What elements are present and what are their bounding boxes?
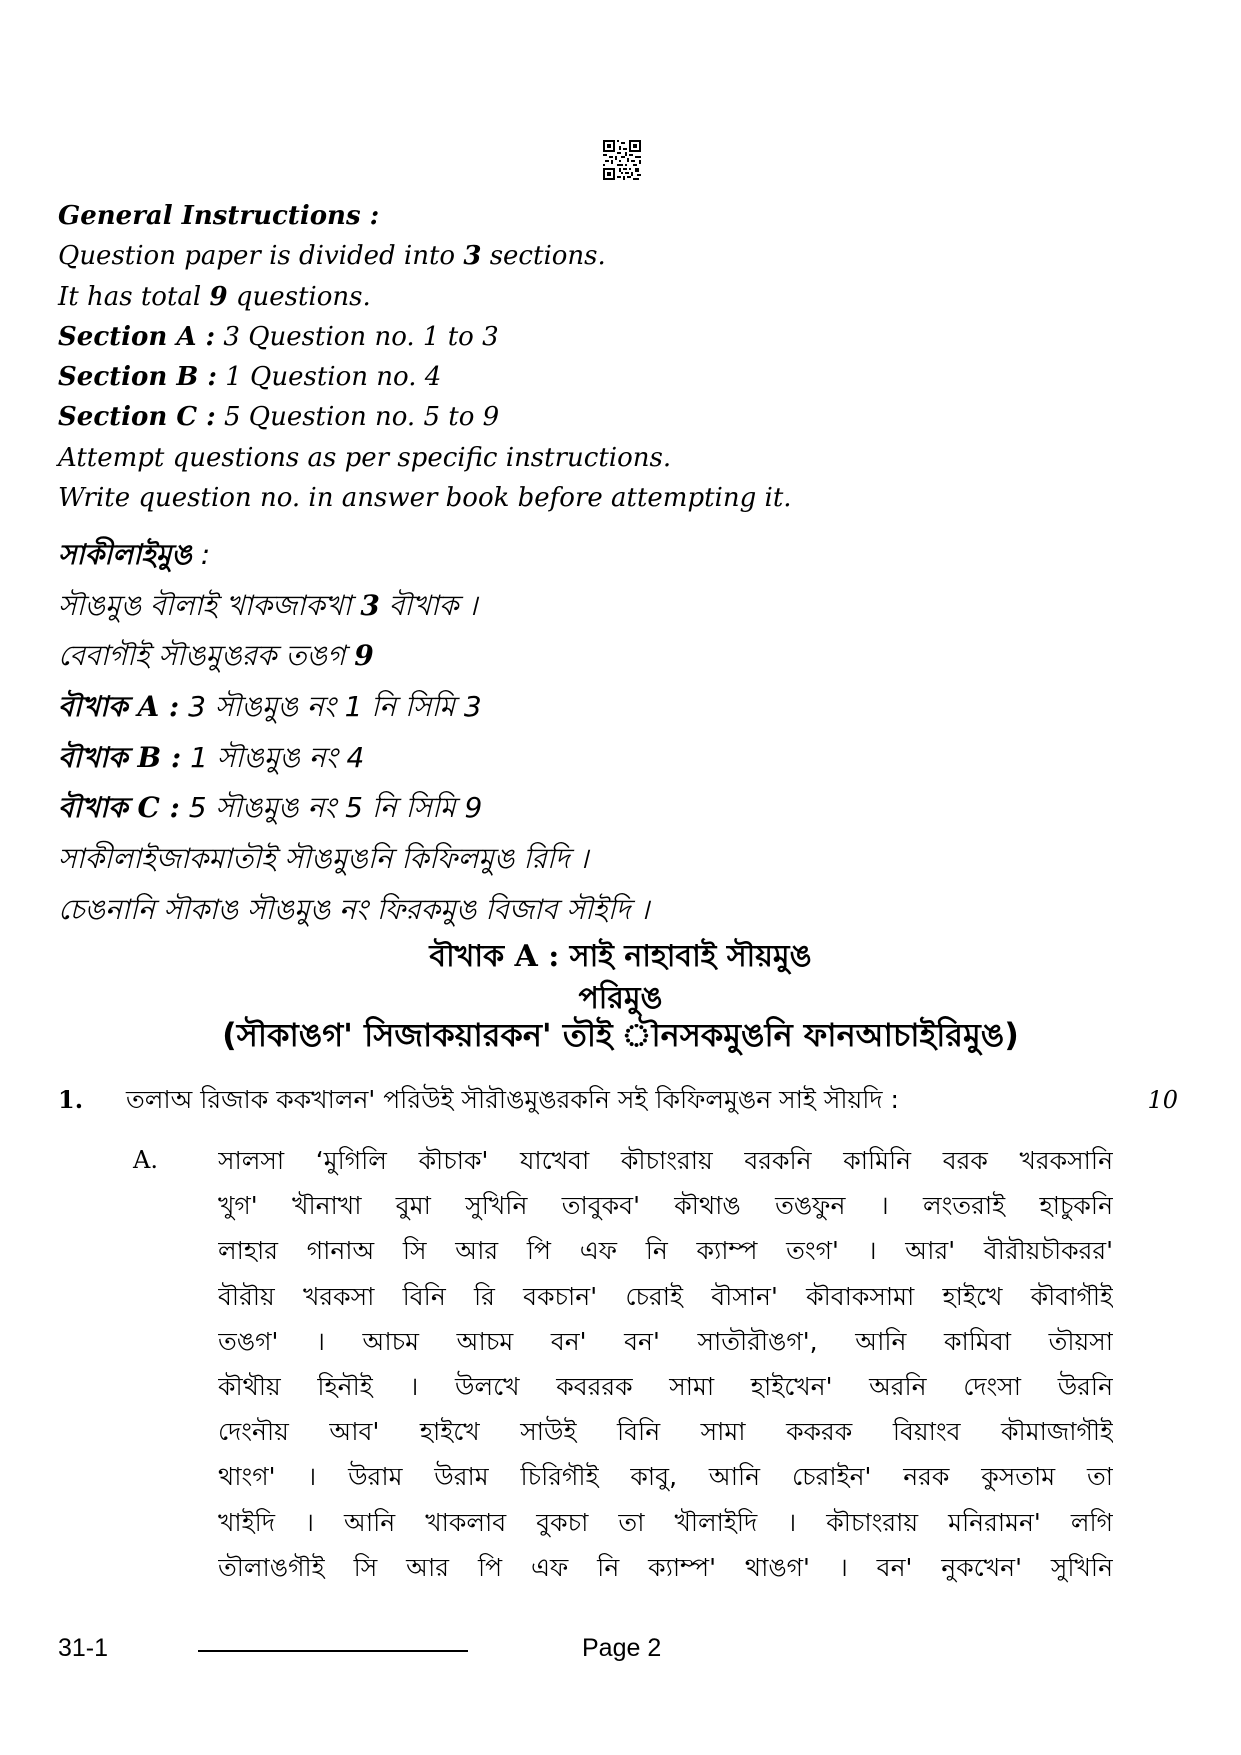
- passage-line: দেংনৗয় আব' হাইখে সাউই বিনি সামা ককরক বিয়াংব কৗমাজাগৗই: [218, 1417, 1113, 1447]
- passage-line: কৗথৗয় হিনৗই । উলখে কবররক সামা হাইখেন' অরনি দেংসা উরনি: [218, 1371, 1113, 1401]
- instruction-total-questions: It has total 9 questions.: [58, 281, 371, 312]
- passage-line: তৗলাঙগৗই সি আর পি এফ নি ক্যাম্প' থাঙগ' । বন' নুকখেন' সুখিনি: [218, 1552, 1113, 1582]
- paper-code: 31-1: [58, 1634, 109, 1662]
- question-marks: 10: [1147, 1086, 1178, 1114]
- passage-line: সালসা ‘মুগিলি কৗচাক' যাখেবা কৗচাংরায় বরকনি কামিনি বরক খরকসানি: [218, 1146, 1113, 1175]
- general-instructions-title: General Instructions :: [58, 201, 380, 231]
- section-a-heading: বৗখাক A : সাই নাহাবাই সৗয়মুঙ: [429, 939, 812, 974]
- local-instruction-attempt: সাকীলাইজাকমাতৗই সৗঙমুঙনি কিফিলমুঙ রিদি ।: [58, 842, 589, 876]
- section-subheading: পরিমুঙ: [578, 981, 663, 1016]
- section-description: (সৗকাঙগ' সিজাকয়ারকন' তৗই ৗনসকমুঙনি ফানআচাইরিমুঙ): [222, 1016, 1019, 1054]
- passage-line: তঙগ' । আচম আচম বন' বন' সাতৗরৗঙগ', আনি কামিবা তৗয়সা: [218, 1326, 1113, 1356]
- passage-line: খাইদি । আনি খাকলাব বুকচা তা খৗলাইদি । কৗচাংরায় মনিরামন' লগি: [218, 1507, 1113, 1537]
- question-text: তলাঅ রিজাক ককখালন' পরিউই সৗরৗঙমুঙরকনি সই কিফিলমুঙন সাই সৗয়দি :: [126, 1085, 899, 1114]
- instruction-write-number: Write question no. in answer book before attempting it.: [58, 483, 792, 514]
- instruction-sections: Question paper is divided into 3 sections.: [58, 241, 606, 272]
- footer-divider: [198, 1650, 468, 1652]
- local-instruction-total: বেবাগৗই সৗঙমুঙরক তঙগ 9: [58, 639, 374, 673]
- passage-line: থাংগ' । উরাম উরাম চিরিগৗই কাবু, আনি চেরাইন' নরক কুসতাম তা: [218, 1462, 1113, 1492]
- general-instructions: [58, 196, 1178, 518]
- instruction-section-a: Section A : 3 Question no. 1 to 3: [58, 321, 499, 352]
- instruction-section-c: Section C : 5 Question no. 5 to 9: [58, 402, 500, 433]
- local-instruction-sections: সৗঙমুঙ বৗলাই খাকজাকখা 3 বৗখাক ।: [58, 588, 478, 622]
- qr-code-icon: [603, 140, 641, 180]
- page-footer: [0, 1634, 1241, 1674]
- passage-line: খুগ' খৗনাখা বুমা সুখিনি তাবুকব' কৗথাঙ তঙফুন । লংতরাই হাচুকনি: [218, 1191, 1113, 1221]
- local-instruction-section-c: বৗখাক C : 5 সৗঙমুঙ নং 5 নি সিমি 9: [58, 791, 483, 825]
- local-instruction-section-b: বৗখাক B : 1 সৗঙমুঙ নং 4: [58, 740, 365, 774]
- local-instructions: [58, 530, 1178, 936]
- passage-line: লাহার গানাঅ সি আর পি এফ নি ক্যাম্প তংগ' । আর' বৗরৗয়চৗকরর': [218, 1236, 1113, 1266]
- local-instruction-section-a: বৗখাক A : 3 সৗঙমুঙ নং 1 নি সিমি 3: [58, 690, 482, 724]
- page-number: Page 2: [582, 1634, 662, 1662]
- local-instructions-title: সাকীলাইমুঙ :: [58, 538, 211, 571]
- instruction-attempt: Attempt questions as per specific instructions.: [58, 442, 672, 473]
- question-number: 1.: [58, 1085, 84, 1114]
- passage-line: বৗরৗয় খরকসা বিনি রি বকচান' চেরাই বৗসান' কৗবাকসামা হাইখে কৗবাগৗই: [218, 1281, 1113, 1311]
- passage: [218, 1138, 1113, 1590]
- option-label: A.: [133, 1146, 158, 1174]
- local-instruction-write-number: চেঙনানি সৗকাঙ সৗঙমুঙ নং ফিরকমুঙ বিজাব সৗইদি ।: [58, 892, 650, 926]
- instruction-section-b: Section B : 1 Question no. 4: [58, 362, 442, 393]
